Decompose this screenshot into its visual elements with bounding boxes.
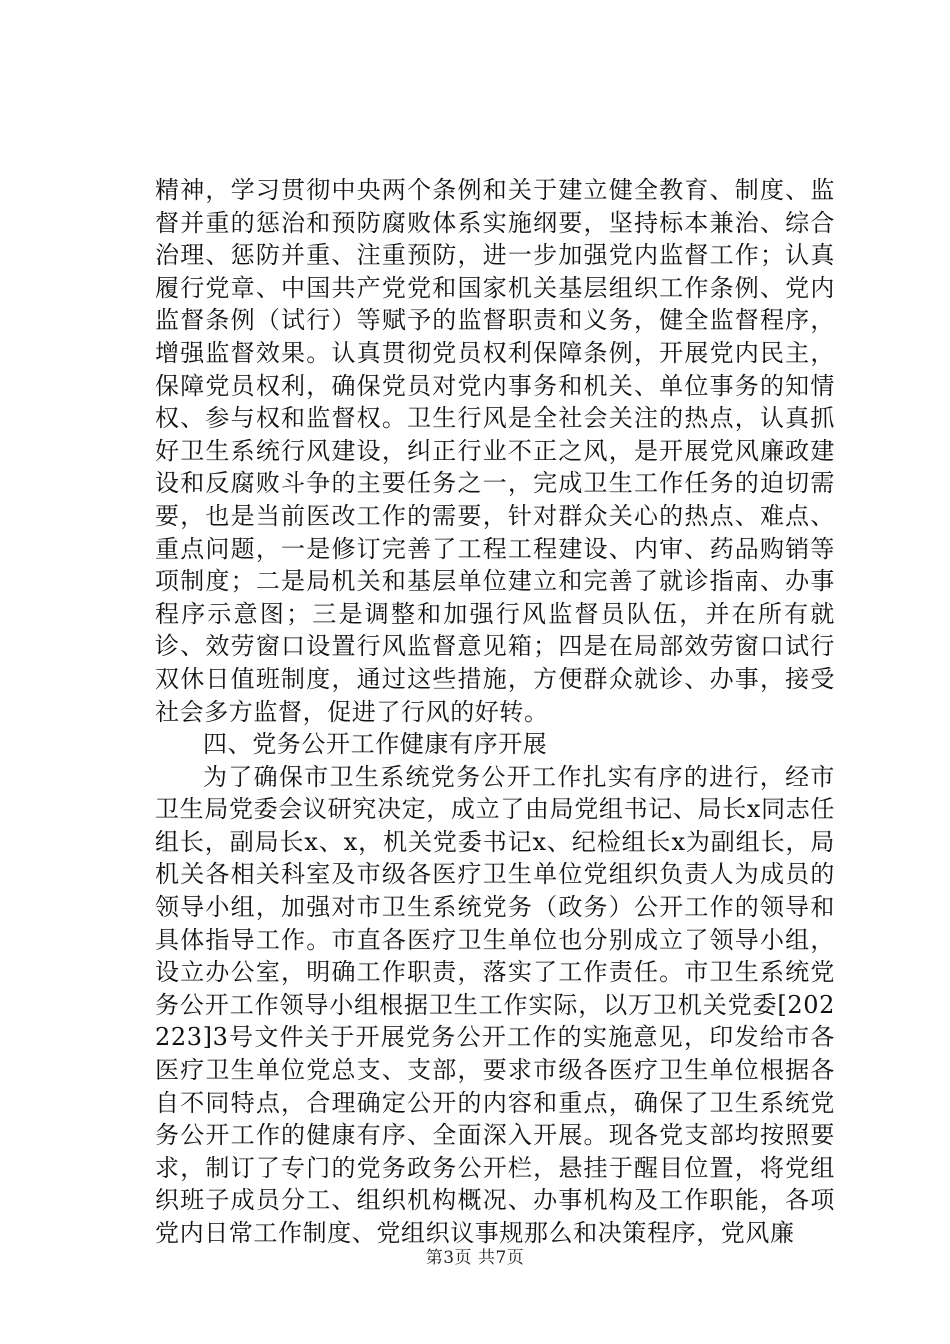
section-heading-four: 四、党务公开工作健康有序开展 <box>203 730 548 759</box>
page-footer: 第3页 共7页 <box>425 1248 525 1268</box>
paragraph-party-affairs-openness: 为了确保市卫生系统党务公开工作扎实有序的进行，经市卫生局党委会议研究决定，成立了由局党组书记、局长x同志任组长，副局长x、x，机关党委书记x、纪检组长x为副组长，局机关各相关科室及市级各医疗卫生单位党组织负责人为成员的领导小组，加强对市卫生系统党务（政务）公开工作的领导和具体指导工作。市直各医疗卫生单位也分别成立了领导小组，设立办公室，明确工作职责，落实了工作责任。市卫生系统党务公开工作领导小组根据卫生工作实际，以万卫机关党委[202223]3号文件关于开展党务公开工作的实施意见，印发给市各医疗卫生单位党总支、支部，要求市级各医疗卫生单位根据各自不同特点，合理确定公开的内容和重点，确保了卫生系统党务公开工作的健康有序、全面深入开展。现各党支部均按照要求，制订了专门的党务政务公开栏，悬挂于醒目位置，将党组织班子成员分工、组织机构概况、办事机构及工作职能，各项党内日常工作制度、党组织议事规那么和决策程序，党风廉 <box>155 762 835 1247</box>
document-body <box>155 174 835 1250</box>
paragraph-continuation: 精神，学习贯彻中央两个条例和关于建立健全教育、制度、监督并重的惩治和预防腐败体系实施纲要，坚持标本兼治、综合治理、惩防并重、注重预防，进一步加强党内监督工作；认真履行党章、中国共产党党和国家机关基层组织工作条例、党内监督条例（试行）等赋予的监督职责和义务，健全监督程序，增强监督效果。认真贯彻党员权利保障条例，开展党内民主，保障党员权利，确保党员对党内事务和机关、单位事务的知情权、参与权和监督权。卫生行风是全社会关注的热点，认真抓好卫生系统行风建设，纠正行业不正之风，是开展党风廉政建设和反腐败斗争的主要任务之一，完成卫生工作任务的迫切需要，也是当前医改工作的需要，针对群众关心的热点、难点、重点问题，一是修订完善了工程工程建设、内审、药品购销等项制度；二是局机关和基层单位建立和完善了就诊指南、办事程序示意图；三是调整和加强行风监督员队伍，并在所有就诊、效劳窗口设置行风监督意见箱；四是在局部效劳窗口试行双休日值班制度，通过这些措施，方便群众就诊、办事，接受社会多方监督，促进了行风的好转。 <box>155 176 835 726</box>
